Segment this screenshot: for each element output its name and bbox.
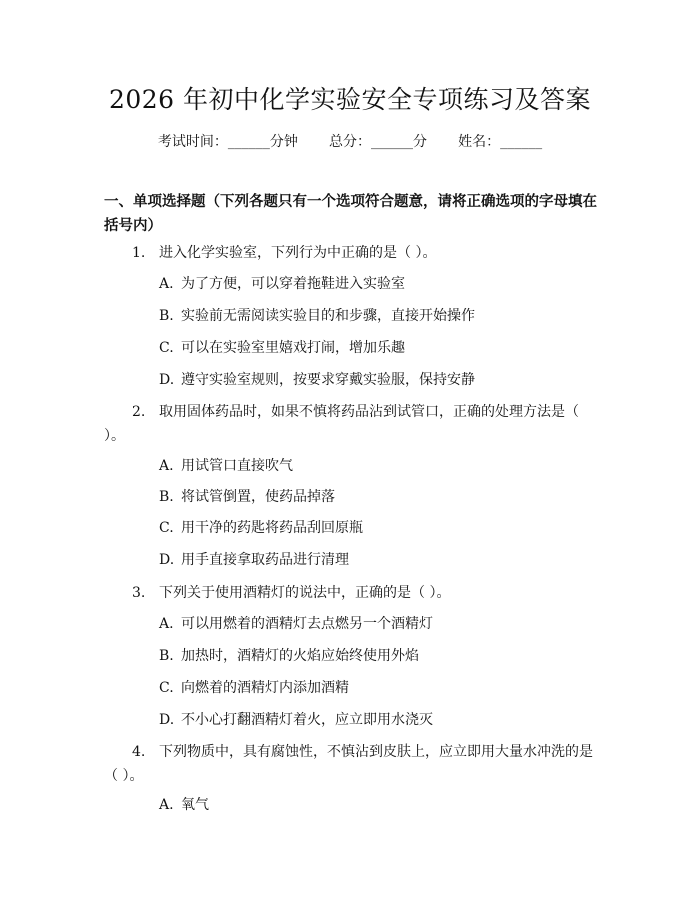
option-2b[interactable] bbox=[159, 487, 599, 507]
question-3 bbox=[104, 581, 594, 605]
exam-time-label: 考试时间：______分钟 bbox=[157, 134, 298, 150]
student-name-label: 姓名：______ bbox=[458, 134, 543, 150]
option-3d[interactable] bbox=[159, 710, 599, 730]
option-text: 将试管倒置，使药品掉落 bbox=[181, 489, 335, 505]
option-text: 可以用燃着的酒精灯去点燃另一个酒精灯 bbox=[181, 616, 433, 632]
option-letter: C. bbox=[159, 680, 174, 696]
question-2 bbox=[104, 400, 594, 448]
exam-meta bbox=[0, 131, 700, 151]
question-4 bbox=[104, 740, 594, 788]
option-letter: A. bbox=[159, 797, 174, 813]
question-text: 取用固体药品时，如果不慎将药品沾到试管口，正确的处理方法是（ ）。 bbox=[104, 404, 579, 444]
option-4a[interactable] bbox=[159, 795, 599, 815]
option-1c[interactable] bbox=[159, 338, 599, 358]
option-letter: D. bbox=[159, 372, 175, 388]
question-text: 进入化学实验室，下列行为中正确的是（ ）。 bbox=[159, 245, 437, 261]
question-number: 4. bbox=[132, 744, 146, 760]
option-3b[interactable] bbox=[159, 646, 599, 666]
option-2d[interactable] bbox=[159, 550, 599, 570]
section-heading: 一、单项选择题（下列各题只有一个选项符合题意，请将正确选项的字母填在括号内） bbox=[104, 193, 597, 234]
option-letter: B. bbox=[159, 648, 174, 664]
option-letter: B. bbox=[159, 308, 174, 324]
option-2a[interactable] bbox=[159, 456, 599, 476]
question-text: 下列关于使用酒精灯的说法中，正确的是（ ）。 bbox=[159, 585, 451, 601]
option-2c[interactable] bbox=[159, 518, 599, 538]
option-letter: C. bbox=[159, 520, 174, 536]
option-text: 可以在实验室里嬉戏打闹，增加乐趣 bbox=[181, 340, 405, 356]
total-score-label: 总分：______分 bbox=[329, 134, 427, 150]
option-text: 向燃着的酒精灯内添加酒精 bbox=[181, 680, 349, 696]
option-letter: D. bbox=[159, 712, 175, 728]
option-1b[interactable] bbox=[159, 306, 599, 326]
option-text: 遵守实验室规则，按要求穿戴实验服，保持安静 bbox=[181, 372, 475, 388]
option-text: 用手直接拿取药品进行清理 bbox=[181, 552, 349, 568]
question-number: 2. bbox=[132, 404, 146, 420]
question-1 bbox=[104, 241, 594, 265]
option-letter: C. bbox=[159, 340, 174, 356]
option-text: 用干净的药匙将药品刮回原瓶 bbox=[181, 520, 363, 536]
question-text: 下列物质中，具有腐蚀性，不慎沾到皮肤上，应立即用大量水冲洗的是（ ）。 bbox=[104, 744, 593, 784]
option-text: 氧气 bbox=[181, 797, 209, 813]
option-text: 用试管口直接吹气 bbox=[181, 458, 293, 474]
option-letter: B. bbox=[159, 489, 174, 505]
option-1a[interactable] bbox=[159, 274, 599, 294]
option-letter: A. bbox=[159, 276, 174, 292]
option-letter: D. bbox=[159, 552, 175, 568]
question-number: 1. bbox=[132, 245, 146, 261]
option-3a[interactable] bbox=[159, 614, 599, 634]
option-text: 加热时，酒精灯的火焰应始终使用外焰 bbox=[181, 648, 419, 664]
option-letter: A. bbox=[159, 616, 174, 632]
option-text: 不小心打翻酒精灯着火，应立即用水浇灭 bbox=[181, 712, 433, 728]
option-3c[interactable] bbox=[159, 678, 599, 698]
page-title: 2026 年初中化学实验安全专项练习及答案 bbox=[108, 85, 592, 114]
option-text: 为了方便，可以穿着拖鞋进入实验室 bbox=[181, 276, 405, 292]
option-1d[interactable] bbox=[159, 370, 599, 390]
option-text: 实验前无需阅读实验目的和步骤，直接开始操作 bbox=[181, 308, 475, 324]
option-letter: A. bbox=[159, 458, 174, 474]
question-number: 3. bbox=[132, 585, 146, 601]
